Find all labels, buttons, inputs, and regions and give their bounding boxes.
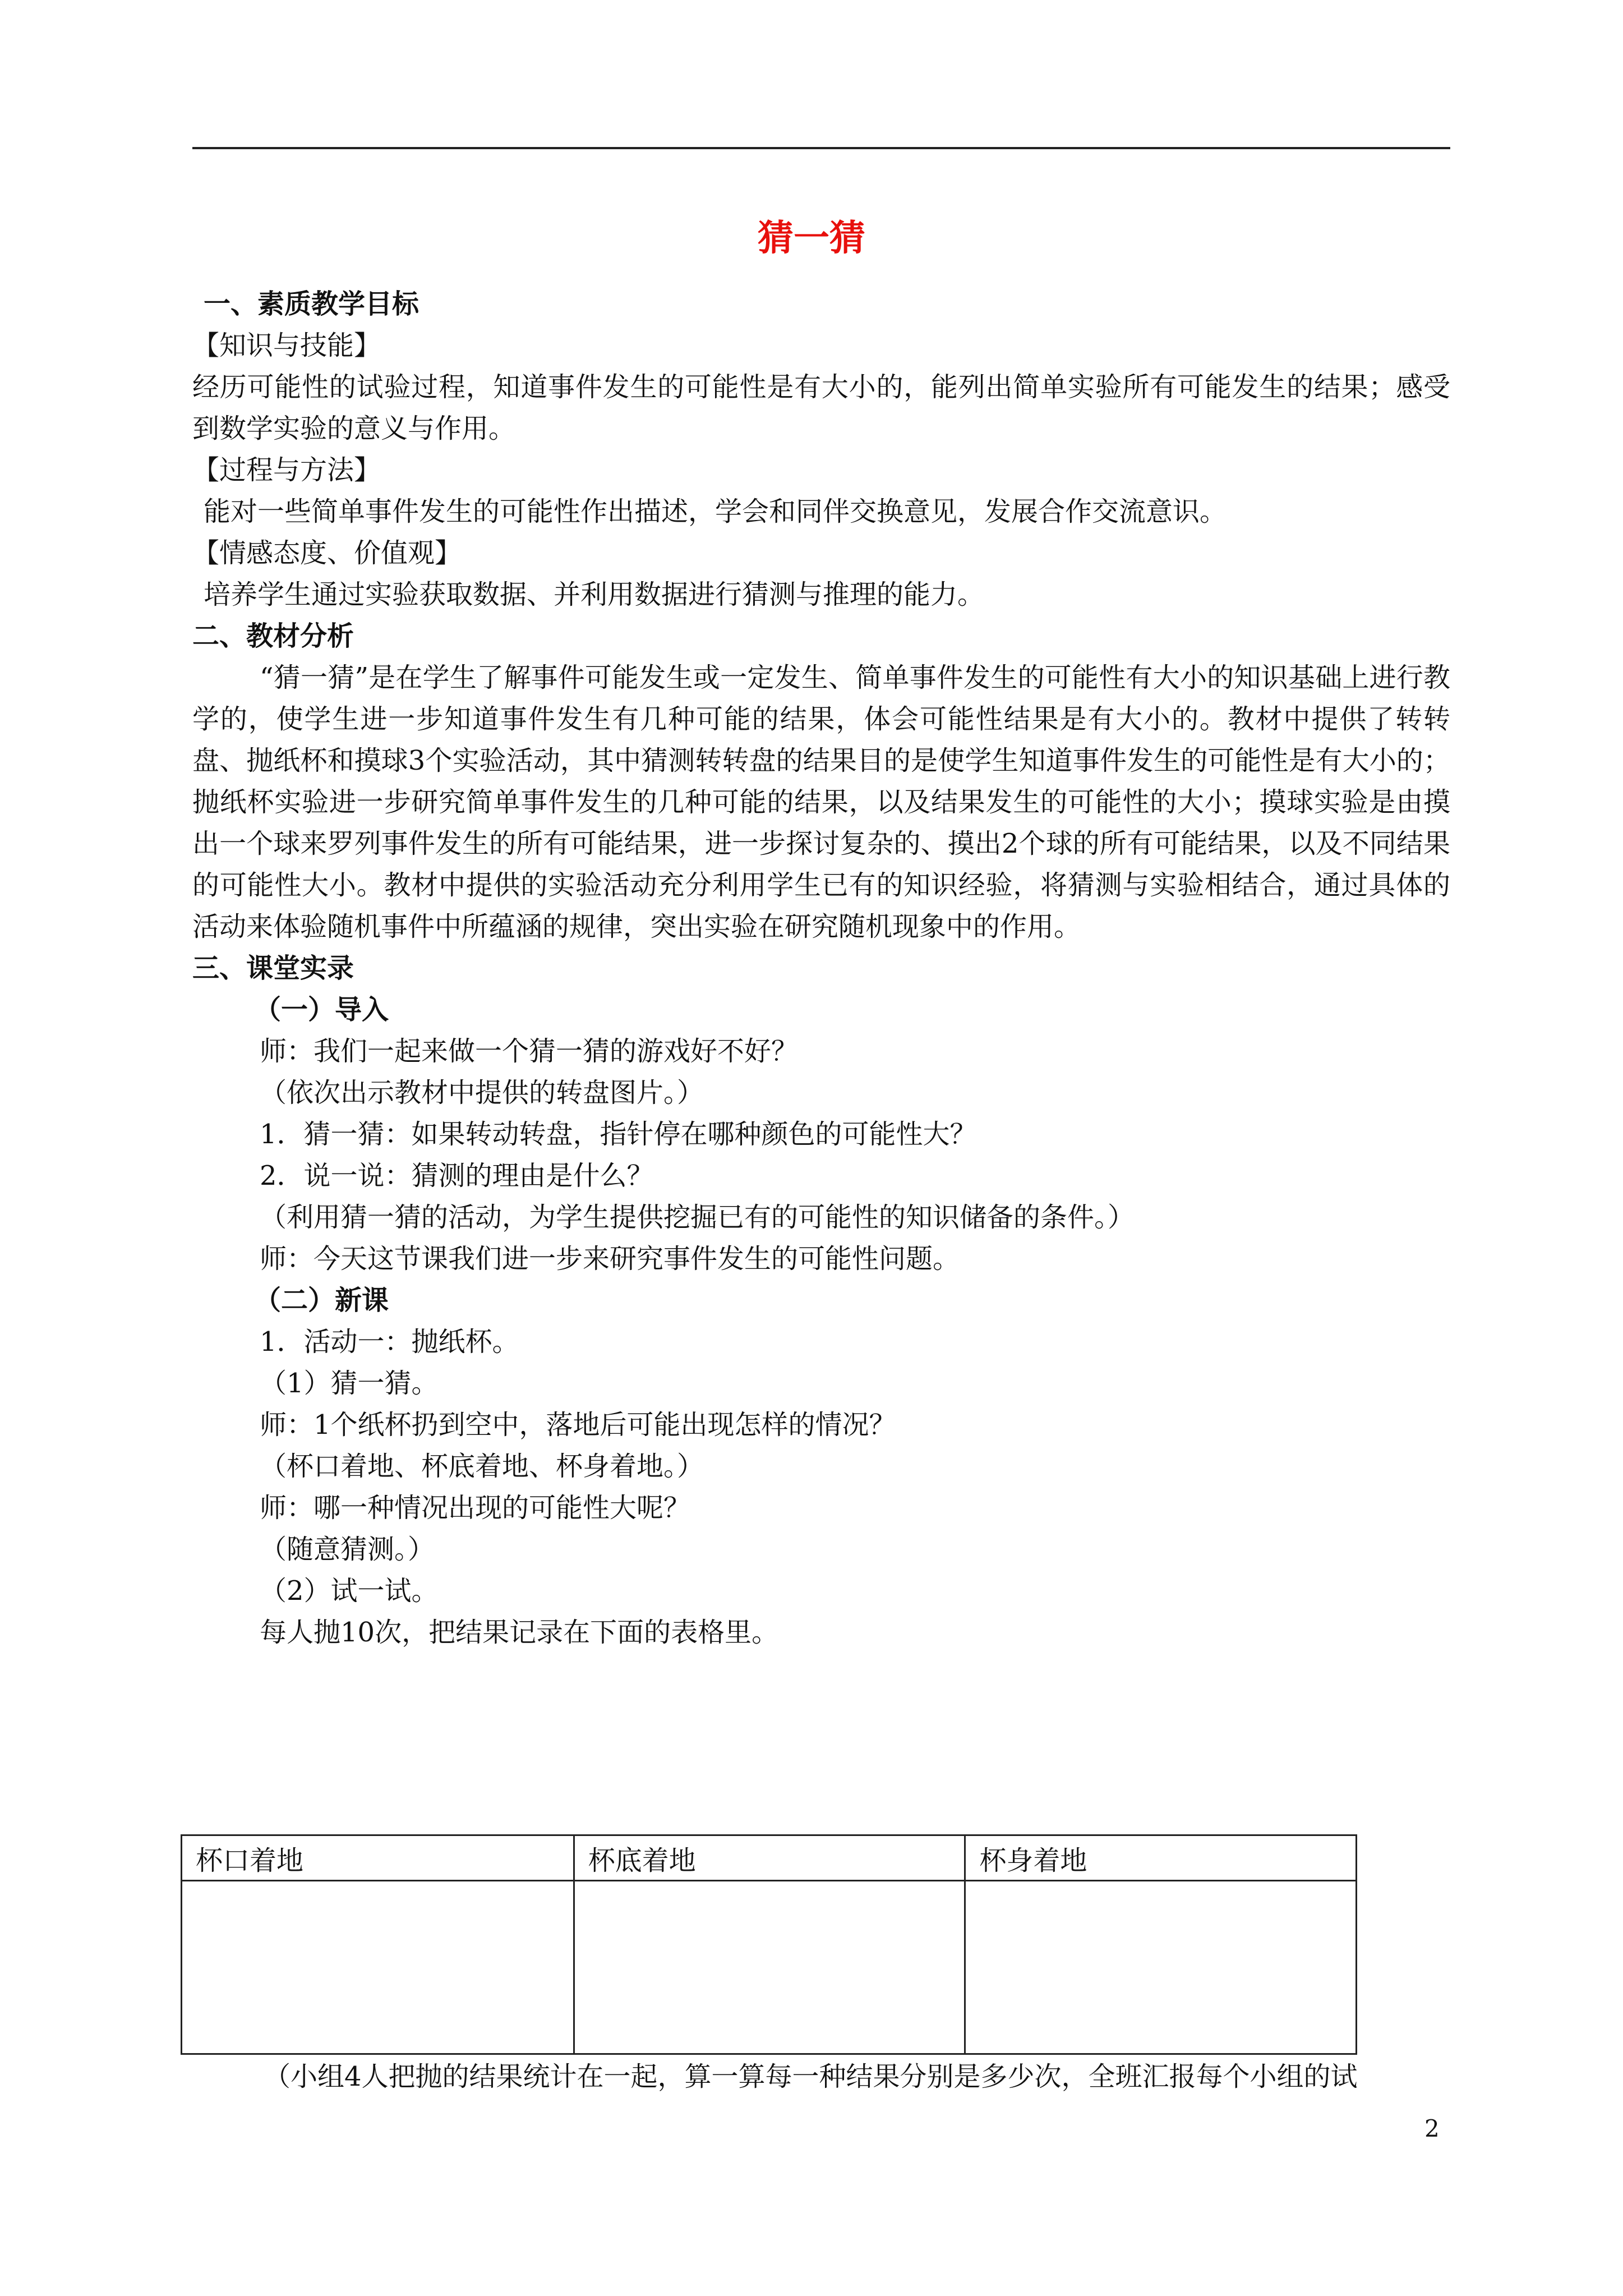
text-line: （2）试一试。 xyxy=(260,1575,439,1607)
table-header-row xyxy=(182,1835,1357,1881)
table-row xyxy=(182,1881,1357,2054)
page-number: 2 xyxy=(1424,2115,1440,2142)
table-cell-empty xyxy=(574,1881,965,2054)
text-line: 【过程与方法】 xyxy=(192,454,381,486)
text-line: （一）导入 xyxy=(254,994,389,1025)
text-line: 师：哪一种情况出现的可能性大呢？ xyxy=(260,1492,691,1524)
text-line: 2．说一说：猜测的理由是什么？ xyxy=(260,1160,654,1191)
text-line: 【情感态度、价值观】 xyxy=(192,537,462,569)
after-table-text: （小组4人把抛的结果统计在一起，算一算每一种结果分别是多少次，全班汇报每个小组的试 xyxy=(264,2061,1358,2092)
text-line: 经历可能性的试验过程，知道事件发生的可能性是有大小的，能列出简单实验所有可能发生的结果；感受到数学实验的意义与作用。 xyxy=(192,371,1450,444)
text-line: 一、素质教学目标 xyxy=(204,288,419,320)
table-cell-empty xyxy=(182,1881,574,2054)
text-line: （依次出示教材中提供的转盘图片。） xyxy=(260,1077,704,1108)
text-line: 师：今天这节课我们进一步来研究事件发生的可能性问题。 xyxy=(260,1243,960,1274)
text-line: （随意猜测。） xyxy=(260,1534,435,1565)
text-line: 1．活动一：抛纸杯。 xyxy=(260,1326,519,1358)
text-line: “猜一猜”是在学生了解事件可能发生或一定发生、简单事件发生的可能性有大小的知识基础上进行教学的，使学生进一步知道事件发生有几种可能的结果，体会可能性结果是有大小的。教材中提供了转转盘、抛纸杯和摸球3个实验活动，其中猜测转转盘的结果目的是使学生知道事件发生的可能性是有大小的；抛纸杯实验进一步研究简单事件发生的几种可能的结果，以及结果发生的可能性的大小；摸球实验是由摸出一个球来罗列事件发生的所有可能结果，进一步探讨复杂的、摸出2个球的所有可能结果，以及不同结果的可能性大小。教材中提供的实验活动充分利用学生已有的知识经验，将猜测与实验相结合，通过具体的活动来体验随机事件中所蕴涵的规律，突出实验在研究随机现象中的作用。 xyxy=(192,662,1450,942)
table-cell-empty xyxy=(965,1881,1357,2054)
text-line: 【知识与技能】 xyxy=(192,330,381,361)
text-line: （二）新课 xyxy=(254,1285,389,1316)
header-rule xyxy=(192,147,1450,149)
text-line: 每人抛10次，把结果记录在下面的表格里。 xyxy=(260,1617,779,1648)
text-line: 1．猜一猜：如果转动转盘，指针停在哪种颜色的可能性大？ xyxy=(260,1119,977,1150)
text-line: 三、课堂实录 xyxy=(192,953,354,984)
text-line: 培养学生通过实验获取数据、并利用数据进行猜测与推理的能力。 xyxy=(204,579,985,610)
text-line: （杯口着地、杯底着地、杯身着地。） xyxy=(260,1451,704,1482)
table-header-cell: 杯身着地 xyxy=(965,1835,1357,1881)
text-line: （利用猜一猜的活动，为学生提供挖掘已有的可能性的知识储备的条件。） xyxy=(260,1202,1135,1233)
table-header-cell: 杯底着地 xyxy=(574,1835,965,1881)
text-line: 师：1个纸杯扔到空中，落地后可能出现怎样的情况？ xyxy=(260,1409,896,1441)
document-body xyxy=(192,283,1450,1653)
result-table xyxy=(181,1834,1357,2055)
page-title: 猜一猜 xyxy=(758,217,865,259)
text-line: 二、教材分析 xyxy=(192,620,354,652)
text-line: 师：我们一起来做一个猜一猜的游戏好不好？ xyxy=(260,1036,799,1067)
text-line: 能对一些简单事件发生的可能性作出描述，学会和同伴交换意见，发展合作交流意识。 xyxy=(204,496,1227,527)
table-header-cell: 杯口着地 xyxy=(182,1835,574,1881)
text-line: （1）猜一猜。 xyxy=(260,1368,439,1399)
